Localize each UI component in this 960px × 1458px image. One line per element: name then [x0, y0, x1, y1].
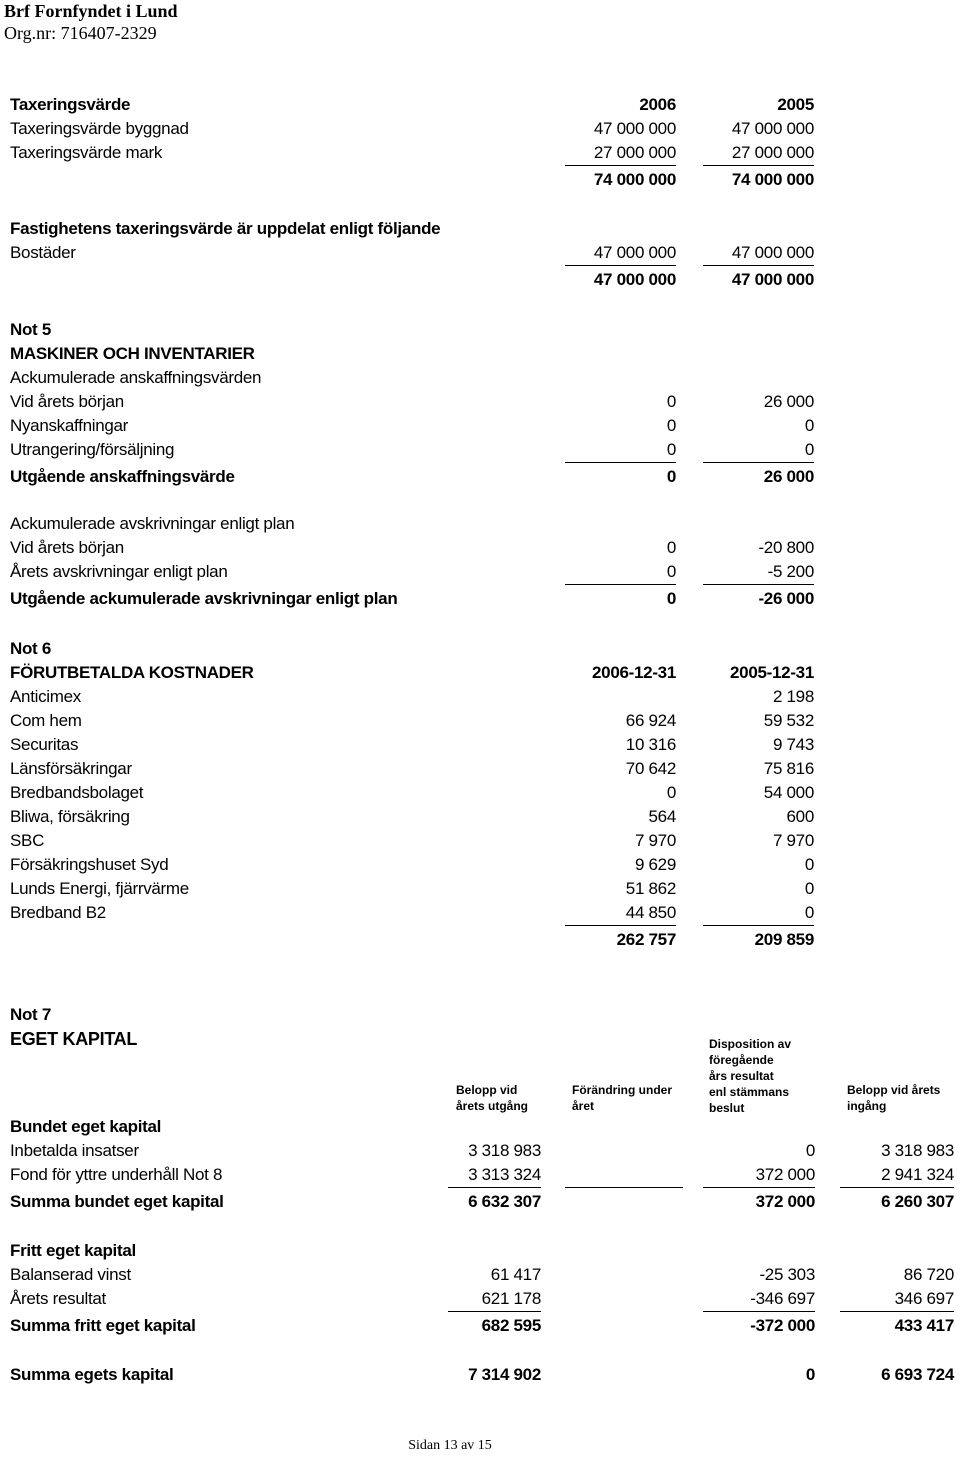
- total-value: 74 000 000: [593, 170, 676, 189]
- row-label: Balanserad vinst: [10, 1265, 131, 1284]
- subsection-label: Bundet eget kapital: [10, 1117, 162, 1136]
- total-value: 262 757: [616, 930, 676, 949]
- total-row: [0, 587, 960, 611]
- row-label: Årets avskrivningar enligt plan: [10, 562, 228, 581]
- total-value: 433 417: [894, 1316, 954, 1335]
- date-header: 2005-12-31: [730, 663, 814, 682]
- row-label: Summa bundet eget kapital: [10, 1192, 224, 1211]
- table-row: [0, 829, 960, 853]
- total-value: 6 693 724: [881, 1365, 954, 1384]
- header-line: beslut: [709, 1101, 745, 1115]
- row-value: 0: [805, 1141, 815, 1160]
- total-row: [0, 465, 960, 489]
- note-title: [0, 1027, 960, 1051]
- row-value: 47 000 000: [703, 241, 814, 266]
- subsection-label: Ackumulerade avskrivningar enligt plan: [10, 514, 295, 533]
- table-row: [0, 733, 960, 757]
- row-value: 27 000 000: [565, 141, 676, 166]
- total-value: 47 000 000: [593, 270, 676, 289]
- row-label: Taxeringsvärde mark: [10, 143, 163, 162]
- total-value: 372 000: [755, 1192, 815, 1211]
- table-row: [0, 390, 960, 414]
- year-header: 2006: [639, 95, 676, 114]
- table-row: [0, 241, 960, 265]
- row-label: Länsförsäkringar: [10, 759, 132, 778]
- header-line: året: [572, 1099, 595, 1113]
- row-value: -346 697: [703, 1287, 815, 1312]
- row-value: 0: [666, 392, 676, 411]
- row-label: Försäkringshuset Syd: [10, 855, 169, 874]
- row-value: 75 816: [763, 759, 814, 778]
- row-value: 9 629: [634, 855, 676, 874]
- row-value: 3 318 983: [468, 1141, 541, 1160]
- column-header-opening: [847, 1082, 940, 1114]
- row-value: 2 198: [772, 687, 814, 706]
- total-value: 26 000: [763, 467, 814, 486]
- header-line: Belopp vid årets: [847, 1083, 941, 1097]
- row-value: 51 862: [625, 879, 676, 898]
- table-row: [0, 117, 960, 141]
- subsection-title: [0, 1115, 960, 1139]
- row-value: -20 800: [758, 538, 814, 557]
- row-label: Utrangering/försäljning: [10, 440, 175, 459]
- row-label: Årets resultat: [10, 1289, 106, 1308]
- subsection-title: [0, 512, 960, 536]
- subsection-title: [0, 1239, 960, 1263]
- year-header: 2005: [777, 95, 814, 114]
- row-value: -5 200: [703, 560, 814, 585]
- table-row: [0, 757, 960, 781]
- total-value: 682 595: [481, 1316, 541, 1335]
- table-row: [0, 805, 960, 829]
- row-value: 346 697: [840, 1287, 954, 1312]
- table-row: [0, 1263, 960, 1287]
- note-title: [0, 342, 960, 366]
- table-row: [0, 877, 960, 901]
- row-value: 0: [703, 901, 814, 926]
- row-label: Securitas: [10, 735, 79, 754]
- date-header: 2006-12-31: [592, 663, 676, 682]
- row-value: 0: [565, 438, 676, 463]
- table-row: [0, 685, 960, 709]
- document-header: [4, 0, 178, 44]
- total-value: 0: [805, 1365, 815, 1384]
- column-header-closing: [456, 1082, 528, 1114]
- row-label: Fond för yttre underhåll Not 8: [10, 1165, 223, 1184]
- row-value: 2 941 324: [840, 1163, 954, 1188]
- row-value: 0: [804, 879, 814, 898]
- total-row: [0, 1314, 960, 1338]
- column-header-change: [572, 1082, 672, 1114]
- total-value: 0: [666, 467, 676, 486]
- table-row: [0, 901, 960, 925]
- row-label: Lunds Energi, fjärrvärme: [10, 879, 189, 898]
- note-label: Not 5: [10, 320, 52, 339]
- row-value: 0: [666, 538, 676, 557]
- row-value: 3 318 983: [881, 1141, 954, 1160]
- row-label: Vid årets början: [10, 538, 124, 557]
- row-value: 61 417: [490, 1265, 541, 1284]
- row-label: Inbetalda insatser: [10, 1141, 139, 1160]
- page-footer: [0, 1438, 960, 1454]
- note-number: [0, 318, 960, 342]
- header-line: Förändring under: [572, 1083, 672, 1097]
- note-number: [0, 637, 960, 661]
- row-label: Utgående ackumulerade avskrivningar enligt plan: [10, 589, 398, 608]
- total-row: [0, 168, 960, 192]
- row-value: 0: [804, 855, 814, 874]
- total-value: 6 632 307: [468, 1192, 541, 1211]
- total-value: 0: [666, 589, 676, 608]
- subsection-label: Fritt eget kapital: [10, 1241, 136, 1260]
- row-value: 3 313 324: [448, 1163, 541, 1188]
- grand-total-row: [0, 1363, 960, 1387]
- column-header-disposition: [709, 1036, 791, 1116]
- row-label: Com hem: [10, 711, 82, 730]
- row-label: Nyanskaffningar: [10, 416, 129, 435]
- row-value: -25 303: [759, 1265, 815, 1284]
- header-line: Belopp vid: [456, 1083, 518, 1097]
- table-row: [0, 853, 960, 877]
- row-value: 27 000 000: [703, 141, 814, 166]
- row-label: Utgående anskaffningsvärde: [10, 467, 235, 486]
- row-value: 621 178: [448, 1287, 541, 1312]
- row-value: 86 720: [903, 1265, 954, 1284]
- total-value: -26 000: [758, 589, 814, 608]
- row-value: 0: [804, 416, 814, 435]
- row-value: 47 000 000: [593, 119, 676, 138]
- row-value: 7 970: [772, 831, 814, 850]
- note-label: Not 7: [10, 1005, 52, 1024]
- row-value: 0: [666, 416, 676, 435]
- total-value: 6 260 307: [881, 1192, 954, 1211]
- organization-number: Org.nr: 716407-2329: [4, 23, 157, 43]
- table-row: [0, 414, 960, 438]
- total-row: [0, 1190, 960, 1214]
- header-line: Disposition av: [709, 1037, 792, 1051]
- row-label: Vid årets början: [10, 392, 124, 411]
- total-row: [0, 928, 960, 952]
- total-value: 7 314 902: [468, 1365, 541, 1384]
- note-header-row: [0, 661, 960, 685]
- table-row: [0, 1163, 960, 1187]
- row-value: 372 000: [703, 1163, 815, 1188]
- row-value: 0: [565, 560, 676, 585]
- table-row: [0, 709, 960, 733]
- row-label: Taxeringsvärde byggnad: [10, 119, 189, 138]
- header-line: ingång: [847, 1099, 887, 1113]
- header-line: årets utgång: [456, 1099, 529, 1113]
- table-row: [0, 536, 960, 560]
- header-line: års resultat: [709, 1069, 774, 1083]
- row-label: Bostäder: [10, 243, 76, 262]
- section-title: Fastighetens taxeringsvärde är uppdelat enligt följande: [10, 219, 441, 238]
- subsection-title: [0, 366, 960, 390]
- row-label: Bliwa, försäkring: [10, 807, 130, 826]
- row-value: 9 743: [772, 735, 814, 754]
- row-value: 564: [648, 807, 676, 826]
- row-value: 66 924: [625, 711, 676, 730]
- row-value: 0: [703, 438, 814, 463]
- total-row: [0, 268, 960, 292]
- row-value: 70 642: [625, 759, 676, 778]
- page-number: Sidan 13 av 15: [408, 1438, 492, 1453]
- organization-name: Brf Fornfyndet i Lund: [4, 1, 178, 21]
- row-label: Bredband B2: [10, 903, 106, 922]
- row-value: 54 000: [763, 783, 814, 802]
- table-row: [0, 781, 960, 805]
- row-value: 7 970: [634, 831, 676, 850]
- subsection-label: Ackumulerade anskaffningsvärden: [10, 368, 262, 387]
- table-row: [0, 1287, 960, 1311]
- table-row: [0, 560, 960, 584]
- table-row: [0, 1139, 960, 1163]
- header-line: enl stämmans: [709, 1085, 790, 1099]
- row-value: 47 000 000: [565, 241, 676, 266]
- section-title: Taxeringsvärde: [10, 95, 131, 114]
- tax-header-row: [0, 93, 960, 117]
- row-value: 44 850: [565, 901, 676, 926]
- row-label: Bredbandsbolaget: [10, 783, 144, 802]
- header-line: föregående: [709, 1053, 774, 1067]
- total-value: 74 000 000: [731, 170, 814, 189]
- note-number: [0, 1003, 960, 1027]
- total-value: 209 859: [754, 930, 814, 949]
- row-label: SBC: [10, 831, 45, 850]
- row-label: Summa fritt eget kapital: [10, 1316, 196, 1335]
- row-value: 47 000 000: [731, 119, 814, 138]
- total-value: 47 000 000: [731, 270, 814, 289]
- row-value: 59 532: [763, 711, 814, 730]
- row-value: 10 316: [625, 735, 676, 754]
- table-row: [0, 141, 960, 165]
- total-value: -372 000: [750, 1316, 815, 1335]
- section-title: MASKINER OCH INVENTARIER: [10, 344, 255, 363]
- section-title: EGET KAPITAL: [10, 1029, 138, 1049]
- row-label: Anticimex: [10, 687, 81, 706]
- section-title: FÖRUTBETALDA KOSTNADER: [10, 663, 254, 682]
- split-title-row: [0, 217, 960, 241]
- note-label: Not 6: [10, 639, 52, 658]
- row-value: [565, 1163, 683, 1188]
- row-value: 600: [786, 807, 814, 826]
- row-value: 26 000: [763, 392, 814, 411]
- row-value: 0: [666, 783, 676, 802]
- row-label: Summa egets kapital: [10, 1365, 174, 1384]
- table-row: [0, 438, 960, 462]
